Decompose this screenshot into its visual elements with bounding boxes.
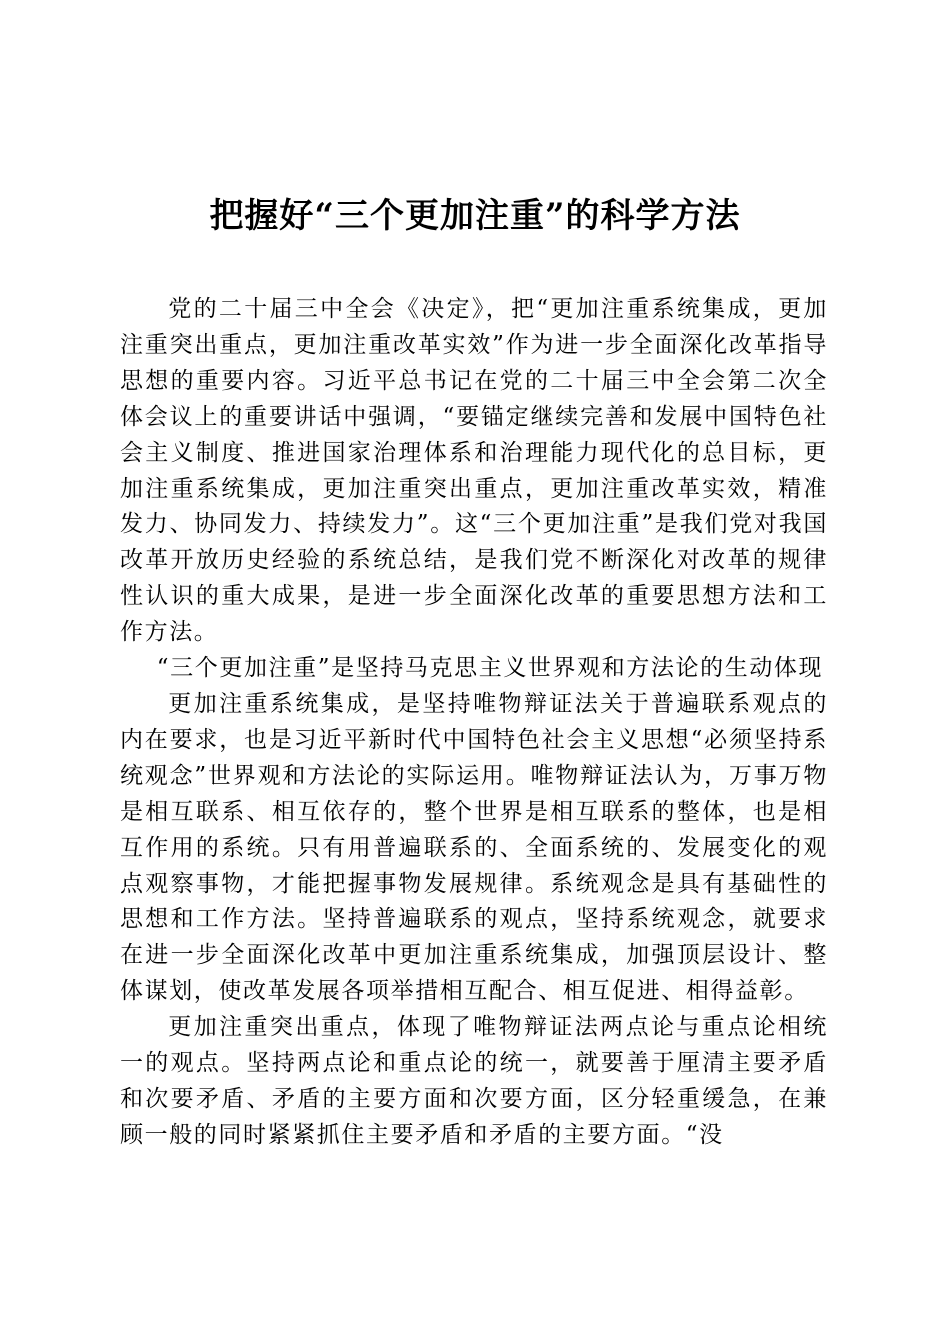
document-body xyxy=(120,292,828,1154)
document-title: 把握好“三个更加注重”的科学方法 xyxy=(209,196,741,236)
paragraph-system-integration: 更加注重系统集成，是坚持唯物辩证法关于普遍联系观点的内在要求，也是习近平新时代中国特色社会主义思想“必须坚持系统观念”世界观和方法论的实际运用。唯物辩证法认为，万事万物是相互联系、相互依存的，整个世界是相互联系的整体，也是相互作用的系统。只有用普遍联系的、全面系统的、发展变化的观点观察事物，才能把握事物发展规律。系统观念是具有基础性的思想和工作方法。坚持普遍联系的观点，坚持系统观念，就要求在进一步全面深化改革中更加注重系统集成，加强顶层设计、整体谋划，使改革发展各项举措相互配合、相互促进、相得益彰。 xyxy=(120,690,828,1005)
paragraph-intro: 党的二十届三中全会《决定》，把“更加注重系统集成，更加注重突出重点，更加注重改革实效”作为进一步全面深化改革指导思想的重要内容。习近平总书记在党的二十届三中全会第二次全体会议上的重要讲话中强调，“要锚定继续完善和发展中国特色社会主义制度、推进国家治理体系和治理能力现代化的总目标，更加注重系统集成，更加注重突出重点，更加注重改革实效，精准发力、协同发力、持续发力”。这“三个更加注重”是我们党对我国改革开放历史经验的系统总结，是我们党不断深化对改革的规律性认识的重大成果，是进一步全面深化改革的重要思想方法和工作方法。 xyxy=(120,296,828,646)
paragraph-key-priorities: 更加注重突出重点，体现了唯物辩证法两点论与重点论相统一的观点。坚持两点论和重点论的统一，就要善于厘清主要矛盾和次要矛盾、矛盾的主要方面和次要方面，区分轻重缓急，在兼顾一般的同时紧紧抓住主要矛盾和矛盾的主要方面。“没 xyxy=(120,1014,828,1148)
section-heading: “三个更加注重”是坚持马克思主义世界观和方法论的生动体现 xyxy=(156,655,824,682)
